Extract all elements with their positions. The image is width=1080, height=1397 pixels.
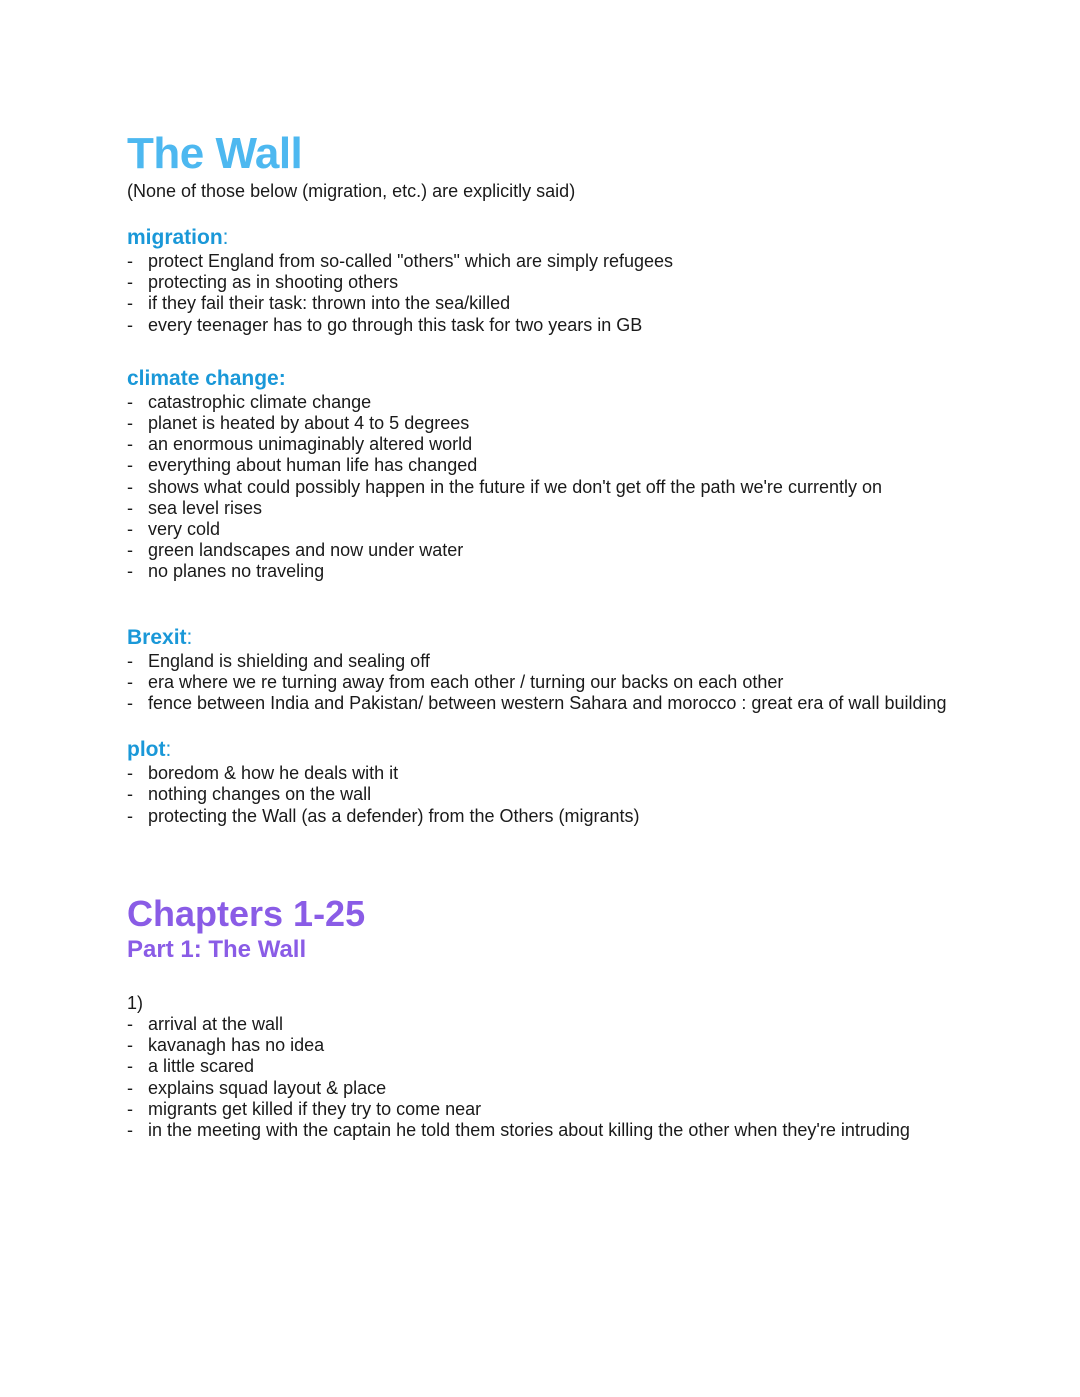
section-heading-text: Brexit xyxy=(127,625,187,649)
section-plot xyxy=(127,737,957,827)
list-item: - protecting the Wall (as a defender) from the Others (migrants) xyxy=(127,806,957,827)
chapter-number: 1) xyxy=(127,992,144,1013)
section-heading-suffix: : xyxy=(186,625,193,649)
list-item: - kavanagh has no idea xyxy=(127,1035,957,1056)
bullet-list xyxy=(127,651,957,715)
chapters-title: Chapters 1-25 xyxy=(127,892,366,934)
list-item: - arrival at the wall xyxy=(127,1014,957,1035)
list-item: - no planes no traveling xyxy=(127,561,957,582)
bullet-list xyxy=(127,763,957,827)
list-item: - nothing changes on the wall xyxy=(127,784,957,805)
section-heading-suffix: : xyxy=(165,738,172,762)
list-item: - shows what could possibly happen in the future if we don't get off the path we're currently on xyxy=(127,477,957,498)
list-item: - protect England from so-called "others" which are simply refugees xyxy=(127,251,957,272)
document-title: The Wall xyxy=(127,129,303,178)
list-item: - an enormous unimaginably altered world xyxy=(127,434,957,455)
list-item: - fence between India and Pakistan/ between western Sahara and morocco : great era of wall building xyxy=(127,693,957,714)
section-chapters xyxy=(127,893,957,1141)
list-item: - boredom & how he deals with it xyxy=(127,763,957,784)
part-title: Part 1: The Wall xyxy=(127,935,307,963)
bullet-list xyxy=(127,251,957,336)
section-heading xyxy=(127,366,957,392)
list-item: - catastrophic climate change xyxy=(127,392,957,413)
list-item: - sea level rises xyxy=(127,498,957,519)
section-heading xyxy=(127,625,957,651)
section-climate-change xyxy=(127,366,957,583)
list-item: - every teenager has to go through this task for two years in GB xyxy=(127,315,957,336)
section-heading xyxy=(127,737,957,763)
section-heading-suffix: : xyxy=(222,226,229,249)
bullet-list xyxy=(127,392,957,583)
document-body xyxy=(127,128,957,1141)
list-item: - if they fail their task: thrown into the sea/killed xyxy=(127,293,957,314)
list-item: - protecting as in shooting others xyxy=(127,272,957,293)
section-heading xyxy=(127,225,957,251)
list-item: - explains squad layout & place xyxy=(127,1078,957,1099)
section-brexit xyxy=(127,625,957,715)
list-item: - a little scared xyxy=(127,1056,957,1077)
list-item: - planet is heated by about 4 to 5 degrees xyxy=(127,413,957,434)
section-heading-text: climate change: xyxy=(127,366,286,390)
intro-note: (None of those below (migration, etc.) are explicitly said) xyxy=(127,181,576,201)
list-item: - in the meeting with the captain he told them stories about killing the other when they're intruding xyxy=(127,1120,957,1141)
section-heading-text: plot xyxy=(127,738,166,762)
bullet-list xyxy=(127,1014,957,1141)
list-item: - migrants get killed if they try to come near xyxy=(127,1099,957,1120)
list-item: - everything about human life has changed xyxy=(127,455,957,476)
section-heading-text: migration xyxy=(127,226,223,249)
section-migration xyxy=(127,225,957,336)
list-item: - England is shielding and sealing off xyxy=(127,651,957,672)
list-item: - green landscapes and now under water xyxy=(127,540,957,561)
list-item: - very cold xyxy=(127,519,957,540)
list-item: - era where we re turning away from each other / turning our backs on each other xyxy=(127,672,957,693)
